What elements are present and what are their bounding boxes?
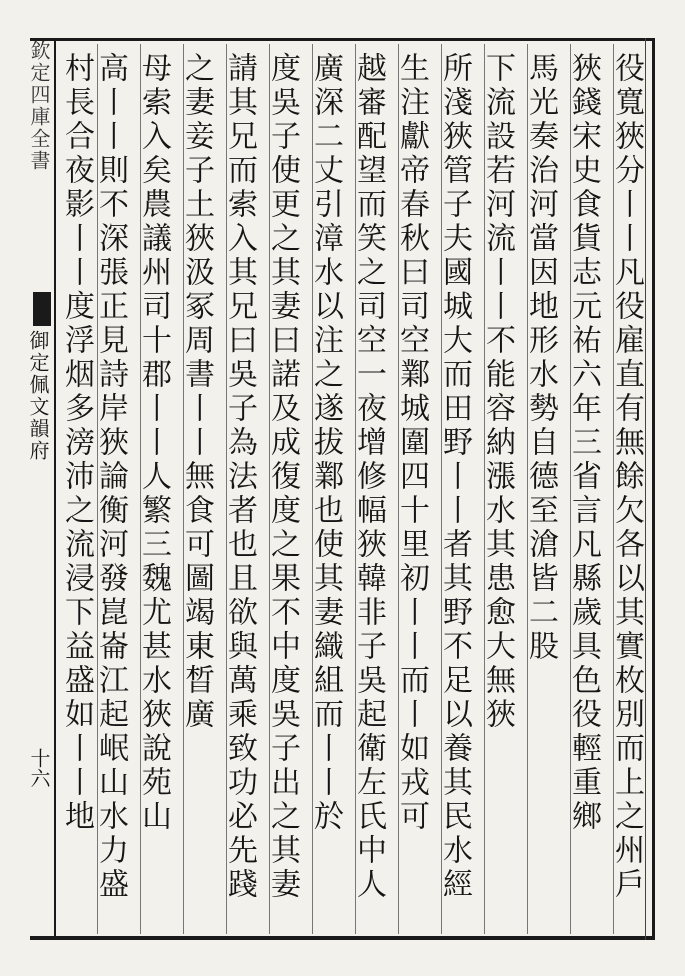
margin-book-title: 御定佩文韻府	[26, 330, 50, 462]
text-column-1: 役寬狹分丨丨凡役雇直有無餘欠各以其實枚別而上之州戶	[609, 52, 644, 902]
text-column-6: 生注獻帝春秋曰司空鄴城圍四十里初丨丨而丨如戎可	[394, 52, 429, 834]
text-column-10: 請其兄而索入其兄曰吳子為法者也且欲與萬乘致功必先踐	[222, 52, 257, 902]
margin-section-label: 欽定四庫全書	[27, 40, 51, 172]
text-column-12: 母索入矣農議州司十郡丨丨人繁三魏尤甚水狹說苑山	[136, 52, 171, 834]
bottom-border	[30, 936, 654, 940]
text-column-14: 村長合夜影丨丨度浮烟多滂沛之流浸下益盛如丨丨地	[59, 52, 94, 834]
text-column-8: 廣深二丈引漳水以注之遂拔鄴也使其妻織組而丨丨於	[308, 52, 343, 834]
text-column-5: 所淺狹管子夫國城大而田野丨丨者其野不足以養其民水經	[437, 52, 472, 902]
text-column-4: 下流設若河流丨丨不能容納漲水其患愈大無狹	[480, 52, 515, 732]
page-number: 十六	[27, 748, 51, 788]
text-column-11: 之妻妾子土狹汲冢周書丨丨無食可圖竭東晳廣	[179, 52, 214, 732]
text-column-2: 狹錢宋史食貨志元祐六年三省言凡縣歲具色役輕重鄉	[566, 52, 601, 834]
text-column-13: 高丨丨則不深張正見詩岸狹論衡河發崑崙江起岷山水力盛	[93, 52, 128, 902]
text-column-3: 馬光奏治河當因地形水勢自德至滄皆二股	[523, 52, 558, 664]
text-column-7: 越審配望而笑之司空一夜增修幅狹韓非子吳起衛左氏中人	[351, 52, 386, 902]
right-border	[652, 38, 655, 940]
top-border	[30, 38, 654, 41]
text-column-9: 度吳子使更之其妻曰諾及成復度之果不中度吳子出之其妻	[265, 52, 300, 902]
